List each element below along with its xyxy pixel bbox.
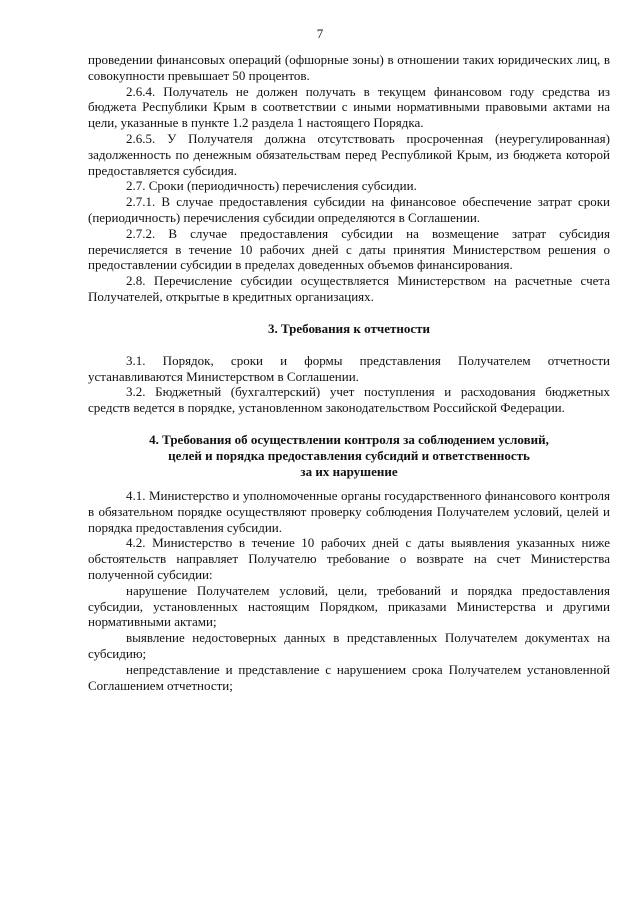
paragraph-4-1: 4.1. Министерство и уполномоченные органы государственного финансового контроля в обязательном порядке осуществляют проверку соблюдения Получателем условий, целей и порядка предоставления субсидии. [88, 487, 610, 535]
page-number: 7 [316, 26, 324, 41]
section-3-heading: 3. Требования к отчетности [267, 320, 431, 336]
section-4-heading-line-1: 4. Требования об осуществлении контроля за соблюдением условий, [149, 431, 549, 447]
list-item-violation: нарушение Получателем условий, цели, требований и порядка предоставления субсидии, установленных настоящим Порядком, приказами Министерства и другими нормативными актами; [88, 582, 610, 630]
paragraph-3-1: 3.1. Порядок, сроки и формы представления Получателем отчетности устанавливаются Министерством в Соглашении. [88, 352, 610, 384]
paragraph-3-2: 3.2. Бюджетный (бухгалтерский) учет поступления и расходования бюджетных средств ведется в порядке, установленном законодательством Российской Федерации. [88, 384, 610, 416]
document-body [88, 52, 610, 693]
paragraph-2-7-2: 2.7.2. В случае предоставления субсидии на возмещение затрат субсидия перечисляется в течение 10 рабочих дней с даты принятия Министерством решения о предоставлении субсидии в пределах доведенных объемов финансирования. [88, 225, 610, 273]
paragraph-4-2: 4.2. Министерство в течение 10 рабочих дней с даты выявления указанных ниже обстоятельств направляет Получателю требование о возврате на счет Министерства полученной субсидии: [88, 535, 610, 582]
paragraph-2-7-1: 2.7.1. В случае предоставления субсидии на финансовое обеспечение затрат сроки (периодичность) перечисления субсидии определяются в Соглашении. [88, 194, 610, 225]
section-4-heading [88, 432, 610, 480]
list-item-reporting: непредставление и представление с нарушением срока Получателем установленной Соглашением отчетности; [88, 661, 610, 693]
paragraph-2-8: 2.8. Перечисление субсидии осуществляется Министерством на расчетные счета Получателей, открытые в кредитных организациях. [88, 273, 610, 304]
list-item-false-data: выявление недостоверных данных в представленных Получателем документах на субсидию; [88, 630, 610, 661]
paragraph-continuation: проведении финансовых операций (офшорные зоны) в отношении таких юридических лиц, в совокупности превышает 50 процентов. [88, 52, 610, 83]
paragraph-2-6-4: 2.6.4. Получатель не должен получать в текущем финансовом году средства из бюджета Республики Крым в соответствии с иными нормативными правовыми актами на цели, указанные в пункте 1.2 раздела 1 настоящего Порядка. [88, 83, 610, 131]
paragraph-2-6-5: 2.6.5. У Получателя должна отсутствовать просроченная (неурегулированная) задолженность по денежным обязательствам перед Республикой Крым, из бюджета которой предоставляется субсидия. [88, 130, 610, 178]
paragraph-2-7: 2.7. Сроки (периодичность) перечисления субсидии. [126, 178, 417, 194]
section-4-heading-line-2: целей и порядка предоставления субсидий и ответственность [168, 447, 530, 463]
section-4-heading-line-3: за их нарушение [300, 463, 398, 479]
